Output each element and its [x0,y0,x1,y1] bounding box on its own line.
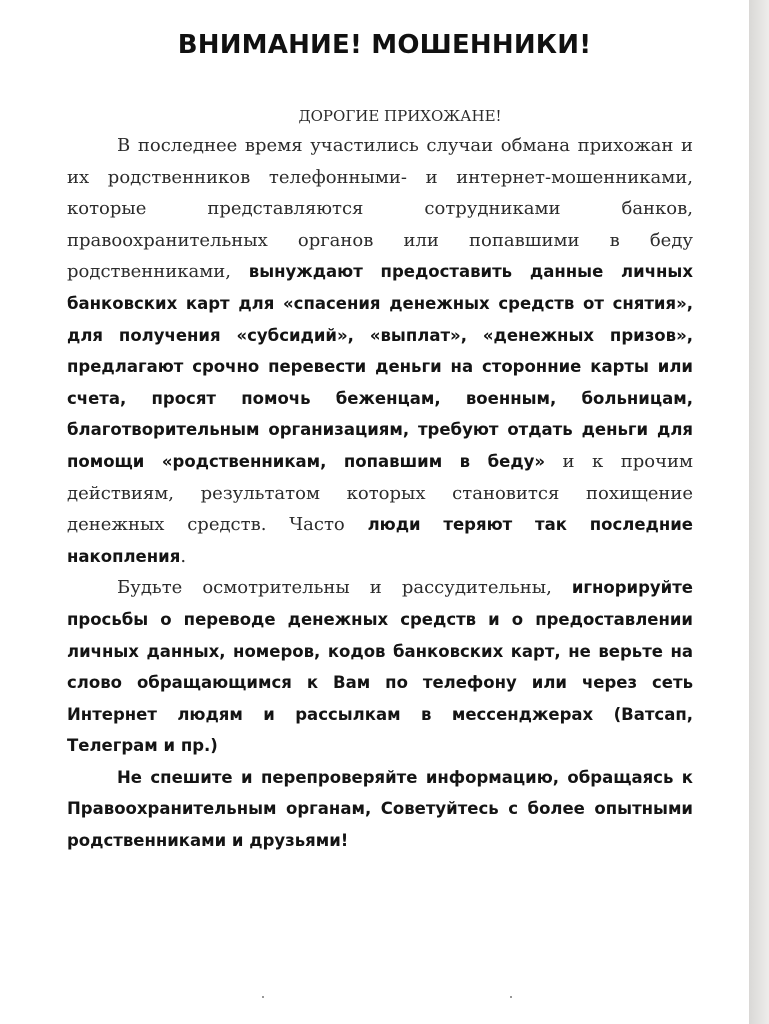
paragraph-advice [67,572,693,762]
paragraph-warning-bold-2: люди теряют так последние накопления [67,515,693,566]
page-title: ВНИМАНИЕ! МОШЕННИКИ! [177,30,592,60]
paper-speck [262,996,264,998]
paragraph-closing: Не спешите и перепроверяйте информацию, обращаясь к Правоохранительным органам, Советуйтесь с более опытными родственниками и друзьями! [67,767,693,851]
paragraph-warning-text-3: . [180,545,187,567]
paper-speck [510,996,512,998]
notice-body [67,104,693,857]
next-page-edge [749,0,769,1024]
paragraph-warning-text-2: и к прочим действиям, результатом которых становится похищение денежных средств. Часто [67,450,693,536]
greeting: ДОРОГИЕ ПРИХОЖАНЕ! [298,107,502,125]
paragraph-warning [67,130,693,572]
paragraph-advice-bold-1: игнорируйте просьбы о переводе денежных средств и о предоставлении личных данных, номеров, кодов банковских карт, не верьте на слово обращающимся к Вам по телефону или через сеть Интернет людям и рассылкам в мессенджерах (Ватсап, Телеграм и пр.) [67,578,693,756]
paragraph-warning-bold-1: вынуждают предоставить данные личных банковских карт для «спасения денежных средств от снятия», для получения «субсидий», «выплат», «денежных призов», предлагают срочно перевести деньги на сторонние карты или счета, просят помочь беженцам, военным, больницам, благотворительным организациям, требуют отдать деньги для помощи «родственникам, попавшим в беду» [67,262,693,471]
paragraph-advice-text-1: Будьте осмотрительны и рассудительны, [117,577,572,599]
paragraph-warning-text-1: В последнее время участились случаи обмана прихожан и их родственников телефонными- и интернет-мошенниками, которые представляются сотрудниками банков, правоохранительных органов или попавшими в беду родственниками, [67,135,693,283]
